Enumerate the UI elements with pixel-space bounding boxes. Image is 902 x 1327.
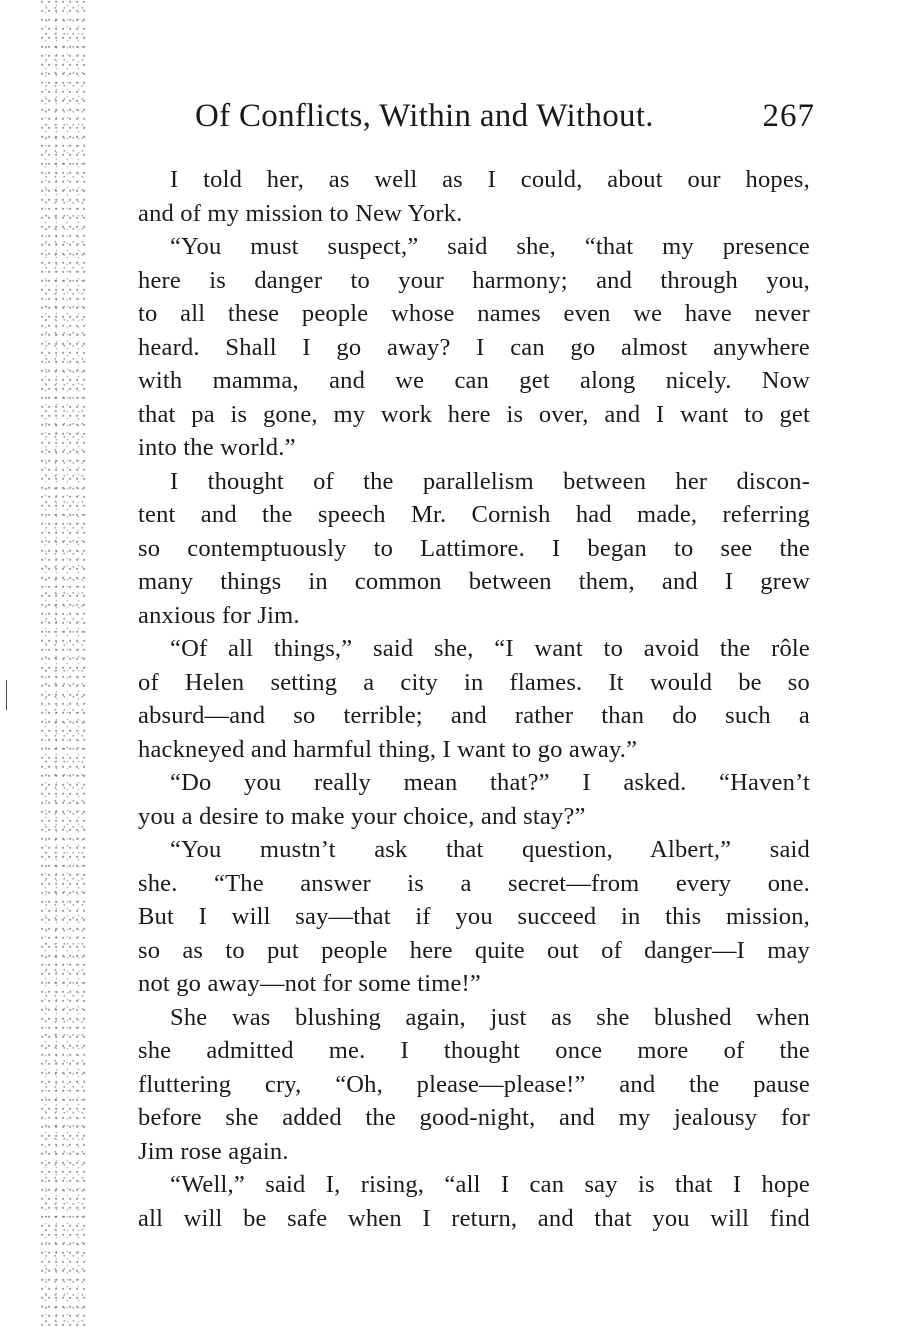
text-line: you a desire to make your choice, and stay?” <box>138 802 586 830</box>
text-line: “Well,” said I, rising, “all I can say is that I hope <box>170 1171 810 1198</box>
text-line: into the world.” <box>138 434 296 461</box>
text-line: not go away—not for some time!” <box>138 970 481 997</box>
body-text <box>138 163 810 1235</box>
text-line: She was blushing again, just as she blushed when <box>170 1003 810 1031</box>
text-line: “You must suspect,” said she, “that my presence <box>170 233 810 260</box>
text-line: I thought of the parallelism between her discon- <box>170 467 810 495</box>
page-number: 267 <box>762 98 815 134</box>
edge-mark <box>6 680 7 710</box>
running-header <box>195 93 815 139</box>
text-line: she. “The answer is a secret—from every one. <box>138 869 810 897</box>
binding-gutter <box>40 0 88 1327</box>
text-line: that pa is gone, my work here is over, and I want to get <box>138 400 810 428</box>
text-line: with mamma, and we can get along nicely. Now <box>138 367 810 394</box>
text-line: anxious for Jim. <box>138 601 300 629</box>
text-line: and of my mission to New York. <box>138 199 463 227</box>
text-line: so as to put people here quite out of danger—I may <box>138 936 810 964</box>
text-line: here is danger to your harmony; and through you, <box>138 266 810 294</box>
text-line: fluttering cry, “Oh, please—please!” and the pause <box>138 1070 810 1098</box>
text-line: many things in common between them, and I grew <box>138 568 810 595</box>
text-line: But I will say—that if you succeed in this mission, <box>138 903 810 930</box>
text-line: “Do you really mean that?” I asked. “Haven’t <box>170 769 810 796</box>
text-line: “Of all things,” said she, “I want to avoid the rôle <box>170 635 810 662</box>
text-line: she admitted me. I thought once more of the <box>138 1037 810 1064</box>
text-line: of Helen setting a city in flames. It would be so <box>138 668 810 696</box>
text-line: “You mustn’t ask that question, Albert,” said <box>170 836 810 863</box>
text-line: absurd—and so terrible; and rather than do such a <box>138 702 810 729</box>
text-line: all will be safe when I return, and that you will find <box>138 1204 810 1232</box>
text-line: tent and the speech Mr. Cornish had made, referring <box>138 501 810 528</box>
text-line: Jim rose again. <box>138 1137 289 1165</box>
text-line: so contemptuously to Lattimore. I began to see the <box>138 534 810 562</box>
text-line: before she added the good-night, and my jealousy for <box>138 1104 810 1131</box>
text-line: I told her, as well as I could, about our hopes, <box>170 166 810 193</box>
text-line: heard. Shall I go away? I can go almost anywhere <box>138 333 810 361</box>
chapter-title: Of Conflicts, Within and Without. <box>195 98 654 134</box>
text-line: to all these people whose names even we have never <box>138 300 810 327</box>
text-line: hackneyed and harmful thing, I want to go away.” <box>138 735 638 763</box>
